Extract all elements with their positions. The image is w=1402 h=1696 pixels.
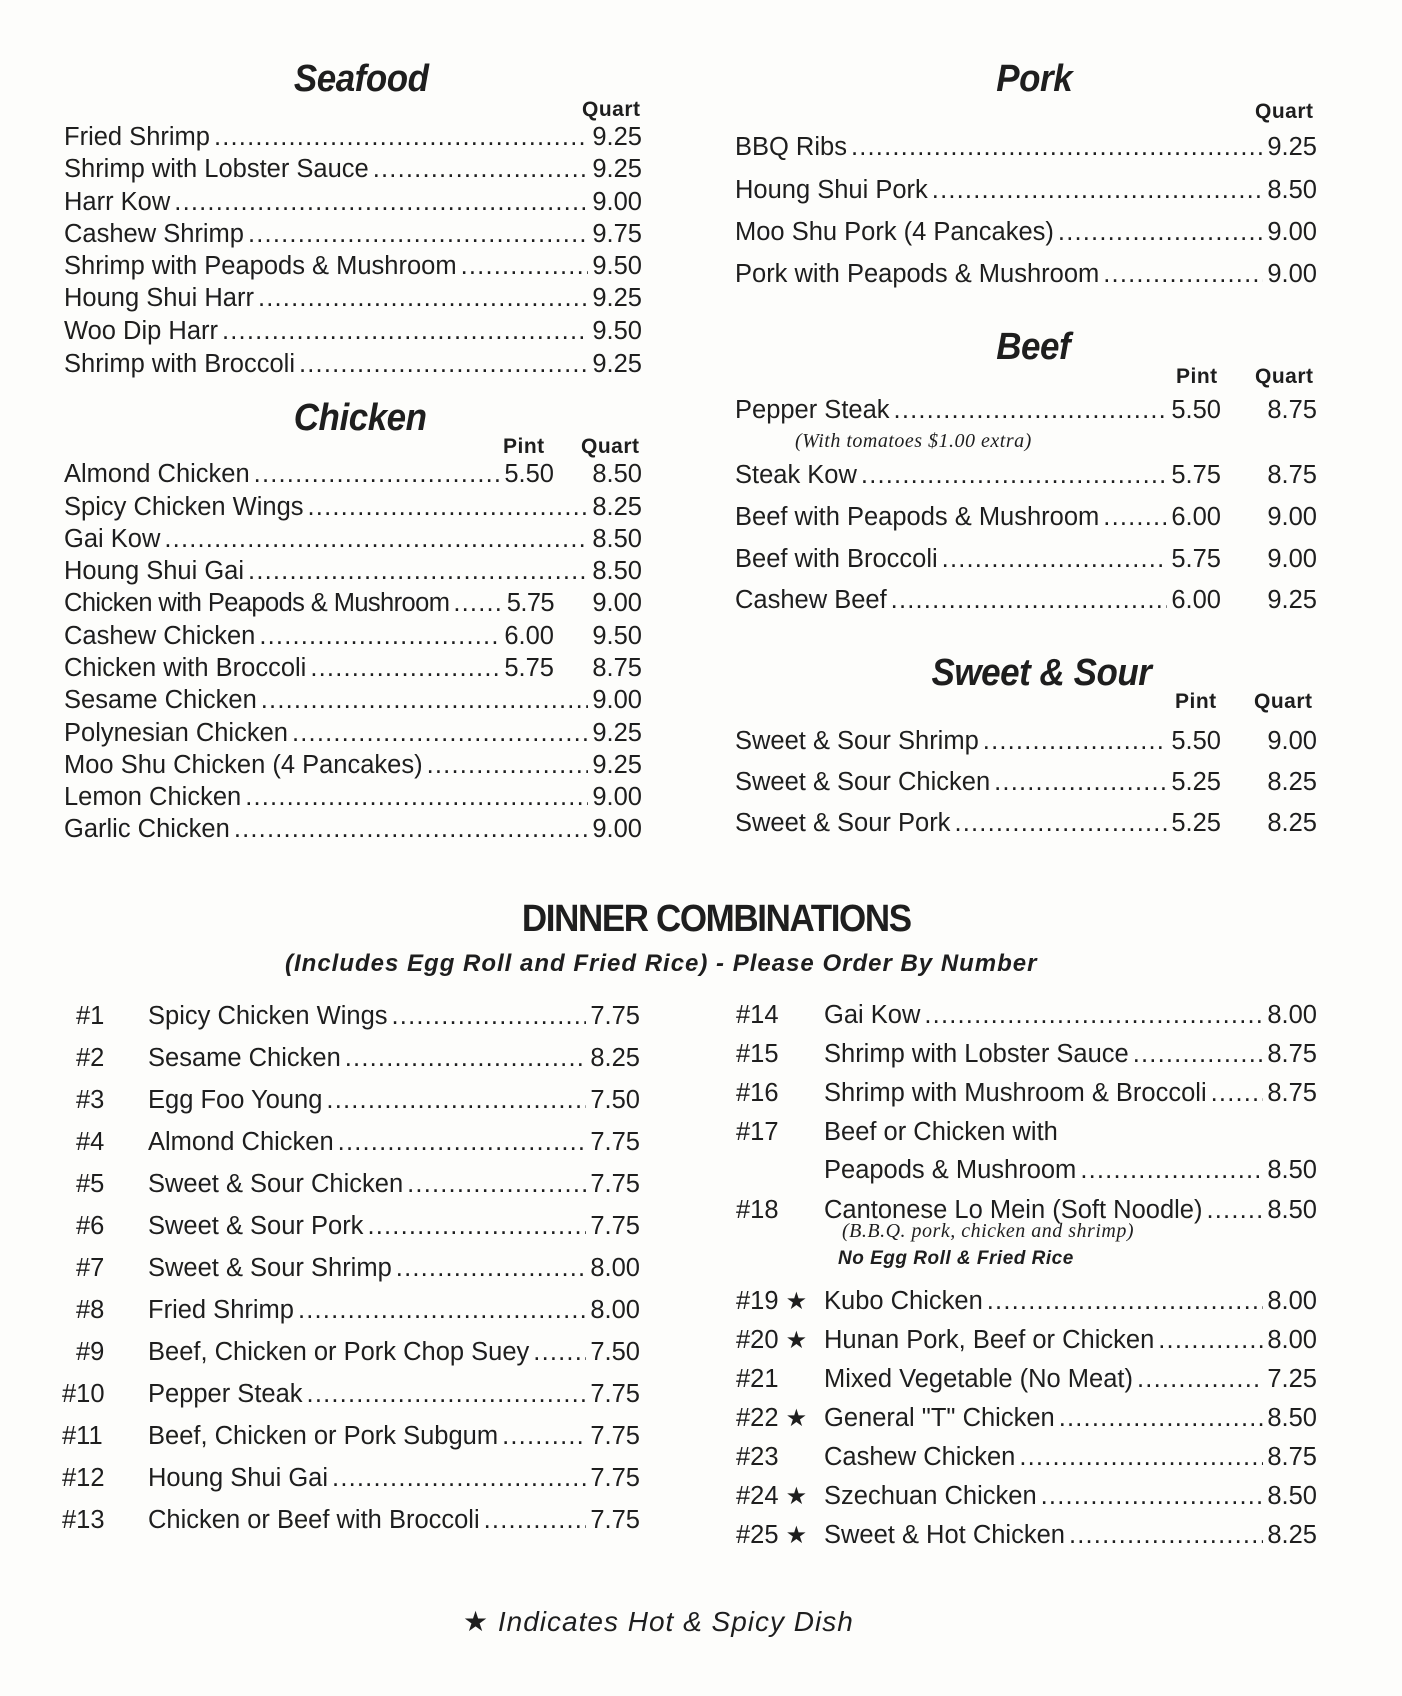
combo-price: 7.75 [590,1380,640,1408]
item-quart-price: 8.25 [1267,768,1317,796]
hot-spicy-star-icon: ★ [785,1483,808,1510]
item-quart-price: 9.00 [592,783,642,811]
item-quart-price: 9.25 [1267,586,1317,614]
item-quart-price: 8.50 [592,525,642,553]
item-name: Pepper Steak [735,396,890,424]
item-name: Chicken with Peapods & Mushroom [64,589,450,617]
menu-item [64,123,642,153]
combo-item [148,1254,640,1284]
menu-item [64,589,642,619]
item-quart-price: 8.50 [592,460,642,488]
combo-name: Sesame Chicken [148,1044,341,1072]
combo-item [148,1296,640,1326]
combo-price: 7.75 [590,1128,640,1156]
beef-note: (With tomatoes $1.00 extra) [795,430,1032,452]
combo-number [736,1365,779,1394]
item-name: Shrimp with Lobster Sauce [64,155,369,183]
combo-item [824,1079,1317,1109]
chicken-pint-header: Pint [503,435,545,458]
combo-18-note: (B.B.Q. pork, chicken and shrimp) [842,1220,1134,1242]
hot-spicy-star-icon: ★ [785,1405,808,1432]
combo-item [148,1086,640,1116]
menu-item [735,133,1317,163]
item-name: Pork with Peapods & Mushroom [735,260,1100,288]
hot-spicy-star-icon: ★ [785,1327,808,1354]
combo-item [824,1156,1317,1186]
item-name: Almond Chicken [64,460,250,488]
menu-item [64,751,642,781]
item-name: Fried Shrimp [64,123,210,151]
menu-item [64,525,642,555]
sweet-sour-pint-header: Pint [1175,690,1217,713]
combo-number: #8 [76,1296,105,1324]
combo-name: Almond Chicken [148,1128,334,1156]
combo-price: 8.50 [1267,1404,1317,1432]
item-pint-price: 5.50 [1171,396,1221,424]
combo-number: #12 [62,1464,105,1492]
item-name: Sweet & Sour Shrimp [735,727,979,755]
menu-item [64,719,642,749]
combo-name: Pepper Steak [148,1380,303,1408]
combo-number: #4 [76,1128,105,1156]
combo-price: 8.50 [1267,1196,1317,1224]
combo-price: 8.75 [1267,1079,1317,1107]
item-pint-price: 5.25 [1171,768,1221,796]
item-name: Lemon Chicken [64,783,242,811]
menu-item [64,622,642,652]
combo-name: Sweet & Sour Pork [148,1212,364,1240]
menu-item [64,493,642,523]
item-quart-price: 8.50 [592,557,642,585]
combo-name: Sweet & Hot Chicken [824,1521,1065,1549]
item-name: Beef with Peapods & Mushroom [735,503,1100,531]
chicken-title: Chicken [293,397,427,439]
combo-number [736,1001,779,1030]
combo-name: Gai Kow [824,1001,921,1029]
combo-number [736,1404,807,1433]
combo-name: Fried Shrimp [148,1296,294,1324]
item-price: 8.50 [1267,176,1317,204]
combo-number: #2 [76,1044,105,1072]
combo-price: 8.75 [1267,1443,1317,1471]
item-name: BBQ Ribs [735,133,847,161]
beef-pint-header: Pint [1176,365,1218,388]
combo-name-cont: Peapods & Mushroom [824,1156,1077,1184]
menu-item [64,783,642,813]
menu-item [64,317,642,347]
item-price: 9.00 [1267,260,1317,288]
combo-number-text: #18 [736,1196,779,1224]
combo-item [148,1044,640,1074]
combo-price: 7.75 [590,1506,640,1534]
combo-name: Beef or Chicken with [824,1118,1058,1146]
seafood-title: Seafood [293,58,429,100]
item-price: 9.50 [592,317,642,345]
item-name: Beef with Broccoli [735,545,938,573]
combo-name: Szechuan Chicken [824,1482,1037,1510]
combo-price: 8.00 [1267,1001,1317,1029]
item-name: Gai Kow [64,525,161,553]
item-name: Cashew Beef [735,586,887,614]
combo-number-text: #23 [736,1443,779,1471]
combo-number-text: #17 [736,1118,779,1146]
combo-item [824,1521,1317,1551]
menu-item [64,350,642,380]
sweet-sour-title: Sweet & Sour [931,652,1152,694]
item-quart-price: 9.25 [592,751,642,779]
menu-item [64,460,642,490]
combo-number-text: #22 [736,1404,779,1432]
item-quart-price: 8.75 [1267,461,1317,489]
combo-name: Hunan Pork, Beef or Chicken [824,1326,1155,1354]
combo-item-line1 [824,1118,1317,1148]
combo-price: 8.25 [590,1044,640,1072]
item-quart-price: 9.00 [1267,545,1317,573]
combo-item [148,1128,640,1158]
combo-number-text: #15 [736,1040,779,1068]
combo-number [736,1443,779,1472]
dinner-title: DINNER COMBINATIONS [521,898,911,940]
combo-name: Egg Foo Young [148,1086,323,1114]
combo-item [148,1380,640,1410]
combo-number-text: #20 [736,1326,779,1354]
combo-item [824,1001,1317,1031]
hot-spicy-star-icon: ★ [785,1522,808,1549]
combo-name: Sweet & Sour Chicken [148,1170,404,1198]
pork-quart-header: Quart [1255,100,1314,123]
combo-name: Shrimp with Lobster Sauce [824,1040,1129,1068]
item-name: Houng Shui Harr [64,284,254,312]
item-name: Sweet & Sour Pork [735,809,951,837]
combo-number: #5 [76,1170,105,1198]
menu-item [735,260,1317,290]
item-quart-price: 8.75 [592,654,642,682]
item-pint-price: 5.75 [504,654,554,682]
item-quart-price: 9.50 [592,622,642,650]
combo-item [824,1040,1317,1070]
combo-number: #1 [76,1002,105,1030]
hot-spicy-star-icon: ★ [785,1288,808,1315]
combo-number [736,1521,807,1550]
menu-item [64,686,642,716]
menu-item [64,188,642,218]
combo-item [148,1170,640,1200]
combo-number [736,1118,779,1147]
menu-item [735,586,1317,616]
item-quart-price: 9.00 [592,686,642,714]
item-price: 9.25 [592,350,642,378]
item-quart-price: 9.00 [1267,727,1317,755]
combo-item [824,1404,1317,1434]
menu-item [64,557,642,587]
pork-title: Pork [996,58,1073,100]
menu-item [735,461,1317,491]
combo-price: 7.75 [590,1464,640,1492]
item-pint-price: 6.00 [504,622,554,650]
combo-number: #11 [62,1422,103,1450]
menu-item [735,176,1317,206]
item-quart-price: 9.25 [592,719,642,747]
item-name: Cashew Shrimp [64,220,244,248]
combo-number-text: #16 [736,1079,779,1107]
combo-number [736,1326,807,1355]
combo-price: 8.25 [1267,1521,1317,1549]
item-name: Houng Shui Pork [735,176,928,204]
item-pint-price: 6.00 [1171,503,1221,531]
combo-item [824,1326,1317,1356]
combo-price: 7.75 [590,1212,640,1240]
combo-item [148,1002,640,1032]
combo-item [148,1422,640,1452]
combo-item [824,1365,1317,1395]
menu-item [735,218,1317,248]
combo-number [736,1287,807,1316]
item-pint-price: 5.50 [504,460,554,488]
item-name: Cashew Chicken [64,622,256,650]
sweet-sour-quart-header: Quart [1254,690,1313,713]
combo-number-text: #19 [736,1287,779,1315]
combo-name: Mixed Vegetable (No Meat) [824,1365,1133,1393]
spicy-legend: ★ Indicates Hot & Spicy Dish [463,1606,854,1637]
menu-item [735,503,1317,533]
beef-quart-header: Quart [1255,365,1314,388]
item-quart-price: 9.00 [592,815,642,843]
item-name: Houng Shui Gai [64,557,245,585]
combo-name: Kubo Chicken [824,1287,983,1315]
combo-number-text: #14 [736,1001,779,1029]
item-name: Polynesian Chicken [64,719,288,747]
item-pint-price: 5.50 [1171,727,1221,755]
item-price: 9.25 [1267,133,1317,161]
combo-number: #13 [62,1506,105,1534]
item-price: 9.25 [592,284,642,312]
combo-number: #3 [76,1086,105,1114]
menu-item [64,252,642,282]
combo-number [736,1079,779,1108]
combo-price: 7.50 [590,1338,640,1366]
combo-number-text: #24 [736,1482,779,1510]
item-pint-price: 5.75 [1171,545,1221,573]
combo-number: #7 [76,1254,105,1282]
item-name: Sweet & Sour Chicken [735,768,991,796]
combo-price: 8.00 [590,1296,640,1324]
combo-price: 7.75 [590,1422,640,1450]
combo-18-note-bold: No Egg Roll & Fried Rice [838,1248,1074,1269]
item-name: Steak Kow [735,461,857,489]
item-name: Moo Shu Chicken (4 Pancakes) [64,751,423,779]
item-quart-price: 9.00 [592,589,642,617]
item-name: Shrimp with Broccoli [64,350,295,378]
combo-number: #10 [62,1380,105,1408]
item-quart-price: 8.75 [1267,396,1317,424]
menu-item [64,654,642,684]
combo-name: Chicken or Beef with Broccoli [148,1506,480,1534]
menu-item [735,768,1317,798]
combo-name: Cantonese Lo Mein (Soft Noodle) [824,1196,1203,1224]
menu-item [735,809,1317,839]
combo-item [148,1212,640,1242]
combo-number: #9 [76,1338,105,1366]
menu-item [735,396,1317,426]
menu-item [64,220,642,250]
item-name: Sesame Chicken [64,686,257,714]
combo-number [736,1482,807,1511]
item-pint-price: 5.75 [506,589,554,617]
combo-price: 8.75 [1267,1040,1317,1068]
combo-name: Beef, Chicken or Pork Subgum [148,1422,499,1450]
item-name: Spicy Chicken Wings [64,493,304,521]
combo-number-text: #25 [736,1521,779,1549]
combo-item [824,1443,1317,1473]
combo-price: 7.25 [1267,1365,1317,1393]
item-price: 9.00 [592,188,642,216]
combo-price: 8.00 [1267,1287,1317,1315]
combo-name: Cashew Chicken [824,1443,1016,1471]
combo-number-text: #21 [736,1365,779,1393]
combo-price: 7.75 [590,1002,640,1030]
item-price: 9.00 [1267,218,1317,246]
menu-item [64,815,642,845]
item-name: Chicken with Broccoli [64,654,307,682]
combo-item [824,1287,1317,1317]
item-quart-price: 8.25 [1267,809,1317,837]
combo-item [148,1506,640,1536]
combo-price: 8.50 [1267,1156,1317,1184]
item-name: Woo Dip Harr [64,317,218,345]
combo-name: Houng Shui Gai [148,1464,329,1492]
item-price: 9.25 [592,155,642,183]
beef-title: Beef [996,326,1071,368]
combo-price: 8.50 [1267,1482,1317,1510]
item-price: 9.50 [592,252,642,280]
combo-price: 7.75 [590,1170,640,1198]
seafood-quart-header: Quart [582,98,641,121]
combo-item [148,1338,640,1368]
combo-name: Spicy Chicken Wings [148,1002,388,1030]
combo-item [824,1482,1317,1512]
menu-item [735,545,1317,575]
combo-number [736,1196,779,1225]
item-quart-price: 9.00 [1267,503,1317,531]
menu-item [64,284,642,314]
item-name: Shrimp with Peapods & Mushroom [64,252,457,280]
combo-name: Shrimp with Mushroom & Broccoli [824,1079,1207,1107]
item-price: 9.25 [592,123,642,151]
item-quart-price: 8.25 [592,493,642,521]
item-pint-price: 5.75 [1171,461,1221,489]
dinner-subtitle: (Includes Egg Roll and Fried Rice) - Please Order By Number [285,950,1038,977]
combo-name: Sweet & Sour Shrimp [148,1254,392,1282]
item-name: Garlic Chicken [64,815,230,843]
item-pint-price: 5.25 [1171,809,1221,837]
combo-item [148,1464,640,1494]
item-price: 9.75 [592,220,642,248]
combo-name: General "T" Chicken [824,1404,1055,1432]
menu-item [64,155,642,185]
combo-name: Beef, Chicken or Pork Chop Suey [148,1338,530,1366]
combo-number: #6 [76,1212,105,1240]
combo-number [736,1040,779,1069]
chicken-quart-header: Quart [581,435,640,458]
item-pint-price: 6.00 [1171,586,1221,614]
item-name: Moo Shu Pork (4 Pancakes) [735,218,1054,246]
item-name: Harr Kow [64,188,171,216]
combo-price: 8.00 [1267,1326,1317,1354]
combo-price: 8.00 [590,1254,640,1282]
menu-item [735,727,1317,757]
combo-price: 7.50 [590,1086,640,1114]
